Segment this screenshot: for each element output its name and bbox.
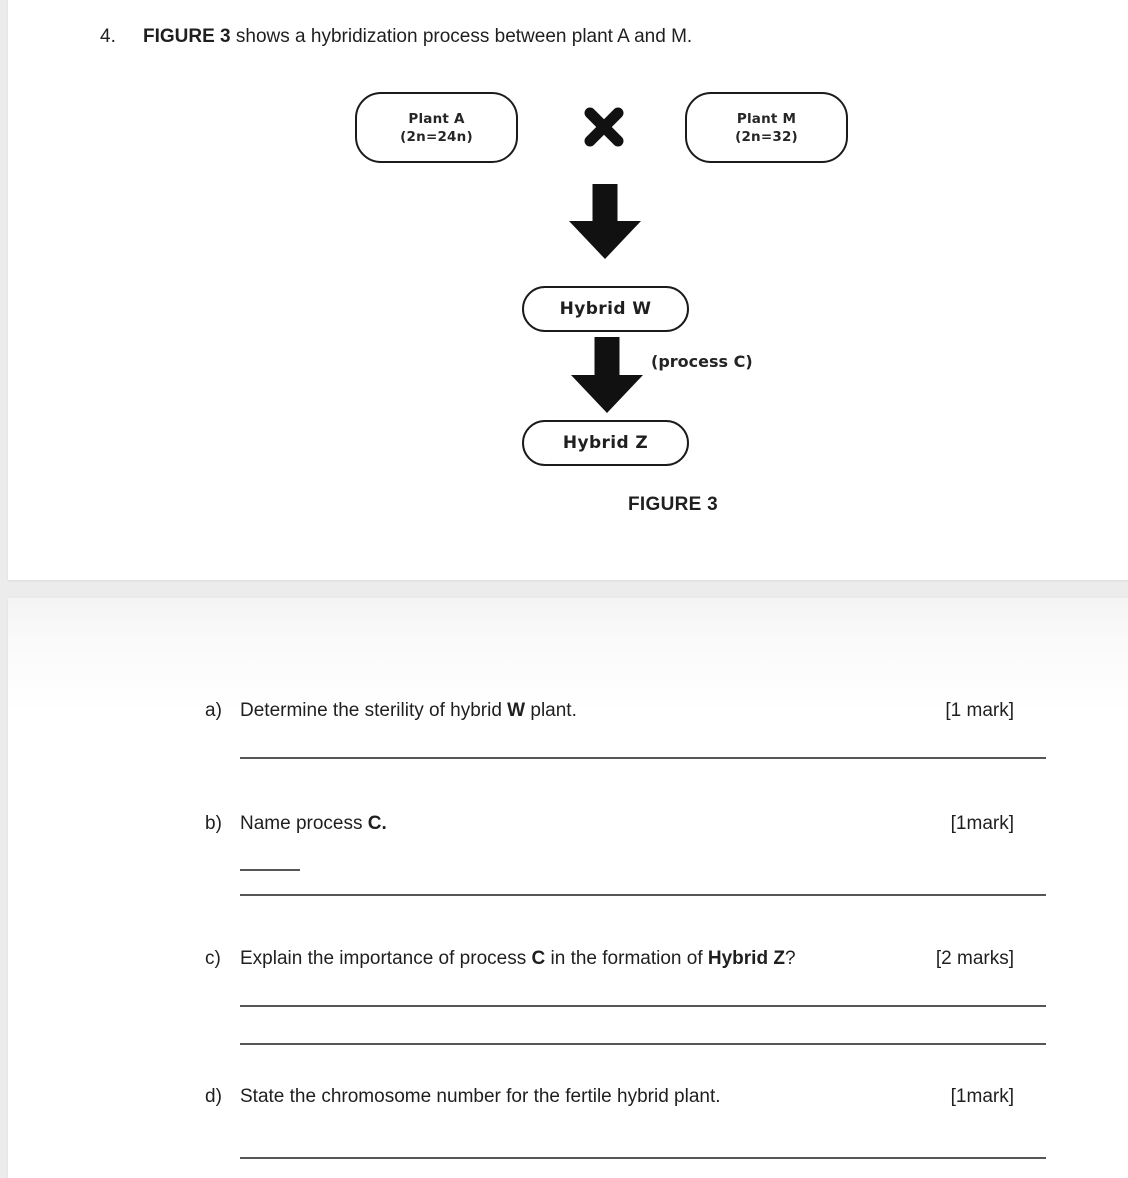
figure-caption: FIGURE 3 bbox=[628, 494, 719, 515]
plant-m-node bbox=[685, 92, 848, 163]
worksheet-page-2 bbox=[8, 598, 1128, 1178]
plant-m-name: Plant M bbox=[736, 110, 797, 127]
question-d-marks: [1mark] bbox=[950, 1086, 1014, 1107]
answer-line-short bbox=[240, 869, 300, 871]
question-number: 4. bbox=[100, 26, 116, 47]
answer-line bbox=[240, 1157, 1046, 1159]
question-a-marks: [1 mark] bbox=[945, 700, 1014, 721]
heading-text: shows a hybridization process between plant A and M. bbox=[230, 26, 693, 47]
question-d-label: d) bbox=[205, 1086, 222, 1107]
plant-m-chromosome: (2n=32) bbox=[735, 128, 798, 145]
answer-line bbox=[240, 757, 1046, 759]
worksheet-page-1 bbox=[8, 0, 1128, 580]
down-arrow-icon bbox=[571, 337, 643, 413]
question-4-heading bbox=[100, 25, 692, 49]
question-a-text: Determine the sterility of hybrid W plant. bbox=[240, 700, 577, 721]
plant-a-chromosome: (2n=24n) bbox=[400, 128, 473, 145]
question-b-marks: [1mark] bbox=[950, 813, 1014, 834]
question-c-label: c) bbox=[205, 948, 221, 969]
answer-line bbox=[240, 894, 1046, 896]
question-c-text: Explain the importance of process C in the formation of Hybrid Z? bbox=[240, 948, 796, 969]
cross-icon bbox=[582, 106, 626, 148]
down-arrow-icon bbox=[569, 184, 641, 259]
question-d-text: State the chromosome number for the fertile hybrid plant. bbox=[240, 1086, 721, 1107]
plant-a-name: Plant A bbox=[408, 110, 465, 127]
hybrid-z-node: Hybrid Z bbox=[522, 420, 689, 466]
figure-reference: FIGURE 3 bbox=[143, 26, 231, 47]
answer-line bbox=[240, 1043, 1046, 1045]
plant-a-node bbox=[355, 92, 518, 163]
hybrid-w-node: Hybrid W bbox=[522, 286, 689, 332]
question-c-marks: [2 marks] bbox=[935, 948, 1014, 969]
answer-line bbox=[240, 1005, 1046, 1007]
question-b-label: b) bbox=[205, 813, 222, 834]
question-a-label: a) bbox=[205, 700, 222, 721]
question-b-text: Name process C. bbox=[240, 813, 387, 834]
process-c-label: (process C) bbox=[651, 352, 753, 371]
